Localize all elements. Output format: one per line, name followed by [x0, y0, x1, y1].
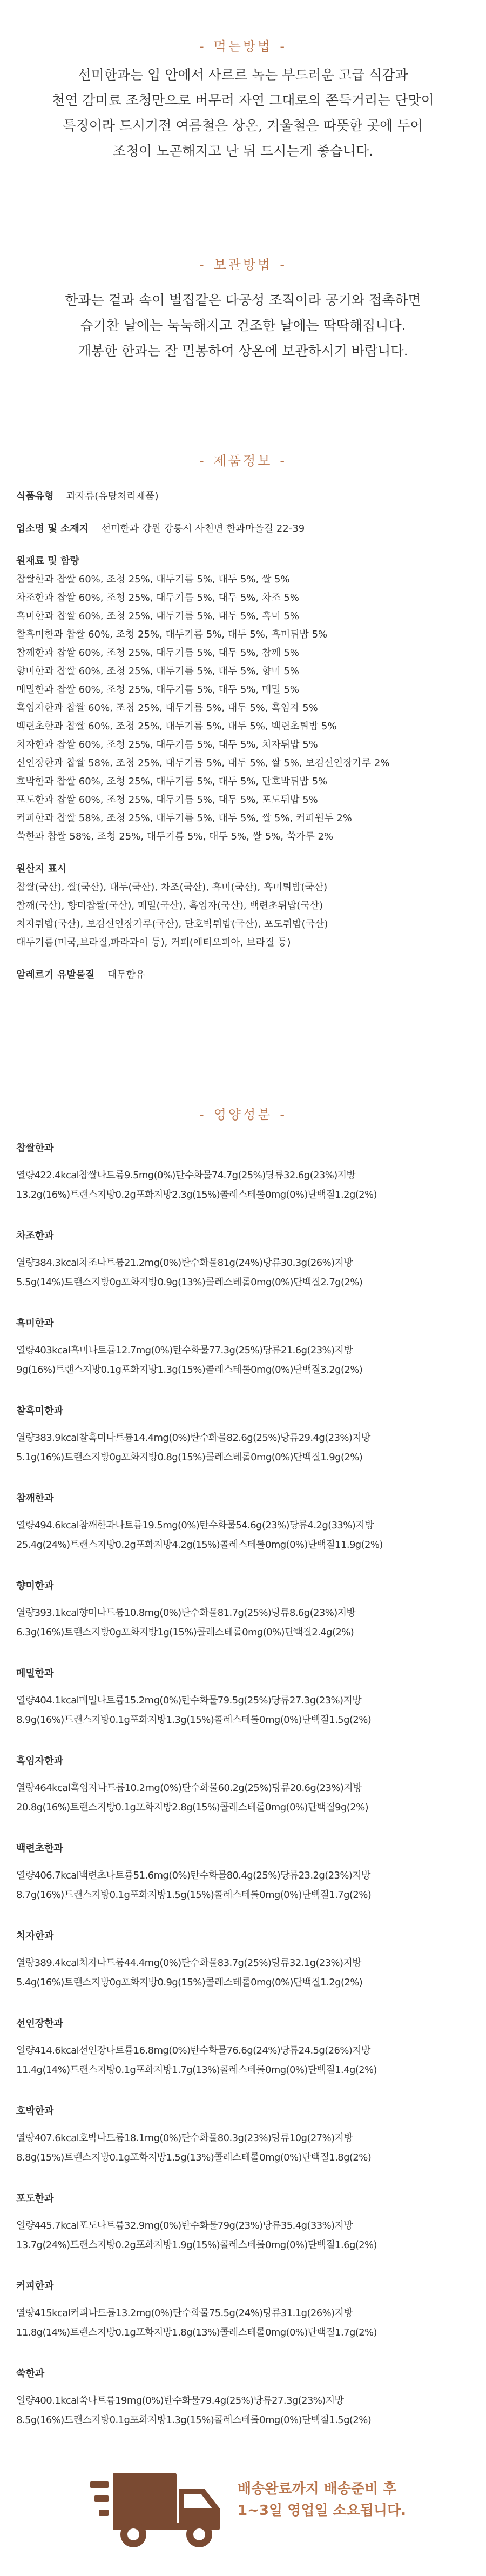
nutrition-item: 흑임자한과 열량464kcal흑임자나트륨10.2mg(0%)탄수화물60.2g(25%)당류20.6g(23%)지방 20.8g(16%)트랜스지방0.1g포화지방2.8g(15%)콜레스테롤0mg(0%)단백질9g(2%) — [16, 1755, 368, 1813]
ingredient-row: 백련초한과 찹쌀 60%, 조청 25%, 대두기름 5%, 대두 5%, 백련초튀밥 5% — [16, 721, 337, 732]
ingredient-row: 흑미한과 찹쌀 60%, 조청 25%, 대두기름 5%, 대두 5%, 흑미 5% — [16, 611, 299, 622]
delivery-truck-icon — [89, 2465, 224, 2552]
nutrition-item: 향미한과 열량393.1kcal향미나트륨10.8mg(0%)탄수화물81.7g(25%)당류8.6g(23%)지방 6.3g(16%)트랜스지방0g포화지방1g(15%)콜레스테롤0mg(0%)단백질2.4g(2%) — [16, 1580, 356, 1638]
nutrition-item: 호박한과 열량407.6kcal호박나트륨18.1mg(0%)탄수화물80.3g(23%)당류10g(27%)지방 8.8g(15%)트랜스지방0.1g포화지방1.5g(13%)콜레스테롤0mg(0%)단백질1.8g(2%) — [16, 2105, 372, 2163]
company: 업소명 및 소재지 선미한과 강원 강릉시 사천면 한과마을길 22-39 — [16, 523, 305, 534]
storage-text: 한과는 겉과 속이 벌집같은 다공성 조직이라 공기와 접촉하면 습기찬 날에는 눅눅해지고 건조한 날에는 딱딱해집니다. 개봉한 한과는 잘 밀봉하여 상온에 보관하시기 바랍니다. — [65, 292, 421, 359]
origin-label: 원산지 표시 — [16, 863, 67, 875]
product-info — [16, 487, 475, 984]
ingredients-label: 원재료 및 함량 — [16, 555, 79, 567]
nutrition-item: 메밀한과 열량404.1kcal메밀나트륨15.2mg(0%)탄수화물79.5g(25%)당류27.3g(23%)지방 8.9g(16%)트랜스지방0.1g포화지방1.3g(15%)콜레스테롤0mg(0%)단백질1.5g(2%) — [16, 1668, 372, 1726]
ingredient-row: 포도한과 찹쌀 60%, 조청 25%, 대두기름 5%, 대두 5%, 포도튀밥 5% — [16, 794, 318, 806]
nutrition-item: 흑미한과 열량403kcal흑미나트륨12.7mg(0%)탄수화물77.3g(25%)당류21.6g(23%)지방 9g(16%)트랜스지방0.1g포화지방1.3g(15%)콜레스테롤0mg(0%)단백질3.2g(2%) — [16, 1318, 363, 1376]
nutrition-item: 쑥한과 열량400.1kcal쑥나트륨19mg(0%)탄수화물79.4g(25%)당류27.3g(23%)지방 8.5g(16%)트랜스지방0.1g포화지방1.3g(15%)콜레스테롤0mg(0%)단백질1.5g(2%) — [16, 2368, 372, 2426]
ingredient-row: 찰흑미한과 찹쌀 60%, 조청 25%, 대두기름 5%, 대두 5%, 흑미튀밥 5% — [16, 629, 328, 640]
ingredient-row: 호박한과 찹쌀 60%, 조청 25%, 대두기름 5%, 대두 5%, 단호박튀밥 5% — [16, 776, 328, 787]
ingredient-row: 선인장한과 찹쌀 58%, 조청 25%, 대두기름 5%, 대두 5%, 쌀 5%, 보검선인장가루 2% — [16, 757, 390, 769]
storage-title: - 보관방법 - — [199, 257, 287, 272]
ingredient-row: 찹쌀한과 찹쌀 60%, 조청 25%, 대두기름 5%, 대두 5%, 쌀 5% — [16, 574, 290, 585]
origin-row: 치자튀밥(국산), 보검선인장가루(국산), 단호박튀밥(국산), 포도튀밥(국산) — [16, 918, 328, 930]
ingredient-row: 향미한과 찹쌀 60%, 조청 25%, 대두기름 5%, 대두 5%, 향미 5% — [16, 666, 299, 677]
ingredient-row: 메밀한과 찹쌀 60%, 조청 25%, 대두기름 5%, 대두 5%, 메밀 5% — [16, 684, 299, 695]
origin-row: 참깨(국산), 향미찹쌀(국산), 메밀(국산), 흑임자(국산), 백련초튀밥(국산) — [16, 900, 323, 911]
origin-row: 찹쌀(국산), 쌀(국산), 대두(국산), 차조(국산), 흑미(국산), 흑미튀밥(국산) — [16, 882, 328, 893]
how-to-eat-text: 선미한과는 입 안에서 사르르 녹는 부드러운 고급 식감과 천연 감미료 조청만으로 버무려 자연 그대로의 쫀득거리는 단맛이 특징이라 드시기전 여름철은 상온, 겨울철은 따뜻한 곳에 두어 조청이 노곤해지고 난 뒤 드시는게 좋습니다. — [52, 67, 434, 159]
nutrition-item: 찰흑미한과 열량383.9kcal찰흑미나트륨14.4mg(0%)탄수화물82.6g(25%)당류29.4g(23%)지방 5.1g(16%)트랜스지방0g포화지방0.8g(15%)콜레스테롤0mg(0%)단백질1.9g(2%) — [16, 1405, 370, 1463]
nutrition-item: 찹쌀한과 열량422.4kcal찹쌀나트륨9.5mg(0%)탄수화물74.7g(25%)당류32.6g(23%)지방 13.2g(16%)트랜스지방0.2g포화지방2.3g(15%)콜레스테롤0mg(0%)단백질1.2g(2%) — [16, 1143, 377, 1200]
how-to-eat-title: - 먹는방법 - — [199, 39, 287, 54]
ingredient-row: 커피한과 찹쌀 58%, 조청 25%, 대두기름 5%, 대두 5%, 쌀 5%, 커피원두 2% — [16, 813, 352, 824]
nutrition-item: 차조한과 열량384.3kcal차조나트륨21.2mg(0%)탄수화물81g(24%)당류30.3g(26%)지방 5.5g(14%)트랜스지방0g포화지방0.9g(13%)콜레스테롤0mg(0%)단백질2.7g(2%) — [16, 1230, 363, 1288]
ingredient-row: 차조한과 찹쌀 60%, 조청 25%, 대두기름 5%, 대두 5%, 차조 5% — [16, 592, 299, 603]
nutrition-item: 백련초한과 열량406.7kcal백련초나트륨51.6mg(0%)탄수화물80.4g(25%)당류23.2g(23%)지방 8.7g(16%)트랜스지방0.1g포화지방1.5g(15%)콜레스테롤0mg(0%)단백질1.7g(2%) — [16, 1843, 372, 1901]
origin-list — [16, 878, 475, 952]
nutrition-list — [16, 1140, 475, 2453]
nutrition-item: 치자한과 열량389.4kcal치자나트륨44.4mg(0%)탄수화물83.7g(25%)당류32.1g(23%)지방 5.4g(16%)트랜스지방0g포화지방0.9g(15%)콜레스테롤0mg(0%)단백질1.2g(2%) — [16, 1930, 363, 1988]
ingredient-row: 흑임자한과 찹쌀 60%, 조청 25%, 대두기름 5%, 대두 5%, 흑임자 5% — [16, 702, 318, 714]
ingredient-row: 쑥한과 찹쌀 58%, 조청 25%, 대두기름 5%, 대두 5%, 쌀 5%, 쑥가루 2% — [16, 831, 334, 842]
nutrition-item: 포도한과 열량445.7kcal포도나트륨32.9mg(0%)탄수화물79g(23%)당류35.4g(33%)지방 13.7g(24%)트랜스지방0.2g포화지방1.9g(15%)콜레스테롤0mg(0%)단백질1.6g(2%) — [16, 2193, 377, 2251]
nutrition-item: 선인장한과 열량414.6kcal선인장나트륨16.8mg(0%)탄수화물76.6g(24%)당류24.5g(26%)지방 11.4g(14%)트랜스지방0.1g포화지방1.7g(13%)콜레스테롤0mg(0%)단백질1.4g(2%) — [16, 2018, 377, 2076]
allergy: 알레르기 유발물질 대두함유 — [16, 969, 145, 981]
nutrition-title: - 영양성분 - — [199, 1107, 287, 1122]
ingredient-row: 치자한과 찹쌀 60%, 조청 25%, 대두기름 5%, 대두 5%, 치자튀밥 5% — [16, 739, 318, 750]
origin-row: 대두기름(미국,브라질,파라과이 등), 커피(에티오피아, 브라질 등) — [16, 937, 291, 948]
nutrition-item: 참깨한과 열량494.6kcal참깨한과나트륨19.5mg(0%)탄수화물54.6g(23%)당류4.2g(33%)지방 25.4g(24%)트랜스지방0.2g포화지방4.2g(15%)콜레스테롤0mg(0%)단백질11.9g(2%) — [16, 1493, 383, 1551]
product-info-title: - 제품정보 - — [199, 453, 287, 468]
nutrition-item: 커피한과 열량415kcal커피나트륨13.2mg(0%)탄수화물75.5g(24%)당류31.1g(26%)지방 11.8g(14%)트랜스지방0.1g포화지방1.8g(13%)콜레스테롤0mg(0%)단백질1.7g(2%) — [16, 2280, 377, 2338]
shipping-notice — [0, 2445, 486, 2576]
shipping-text: 배송완료까지 배송준비 후 1~3일 영업일 소요됩니다. — [238, 2481, 406, 2519]
ingredients-list — [16, 571, 475, 846]
food-type: 식품유형 과자류(유탕처리제품) — [16, 491, 159, 502]
ingredient-row: 참깨한과 찹쌀 60%, 조청 25%, 대두기름 5%, 대두 5%, 참깨 5% — [16, 647, 299, 659]
